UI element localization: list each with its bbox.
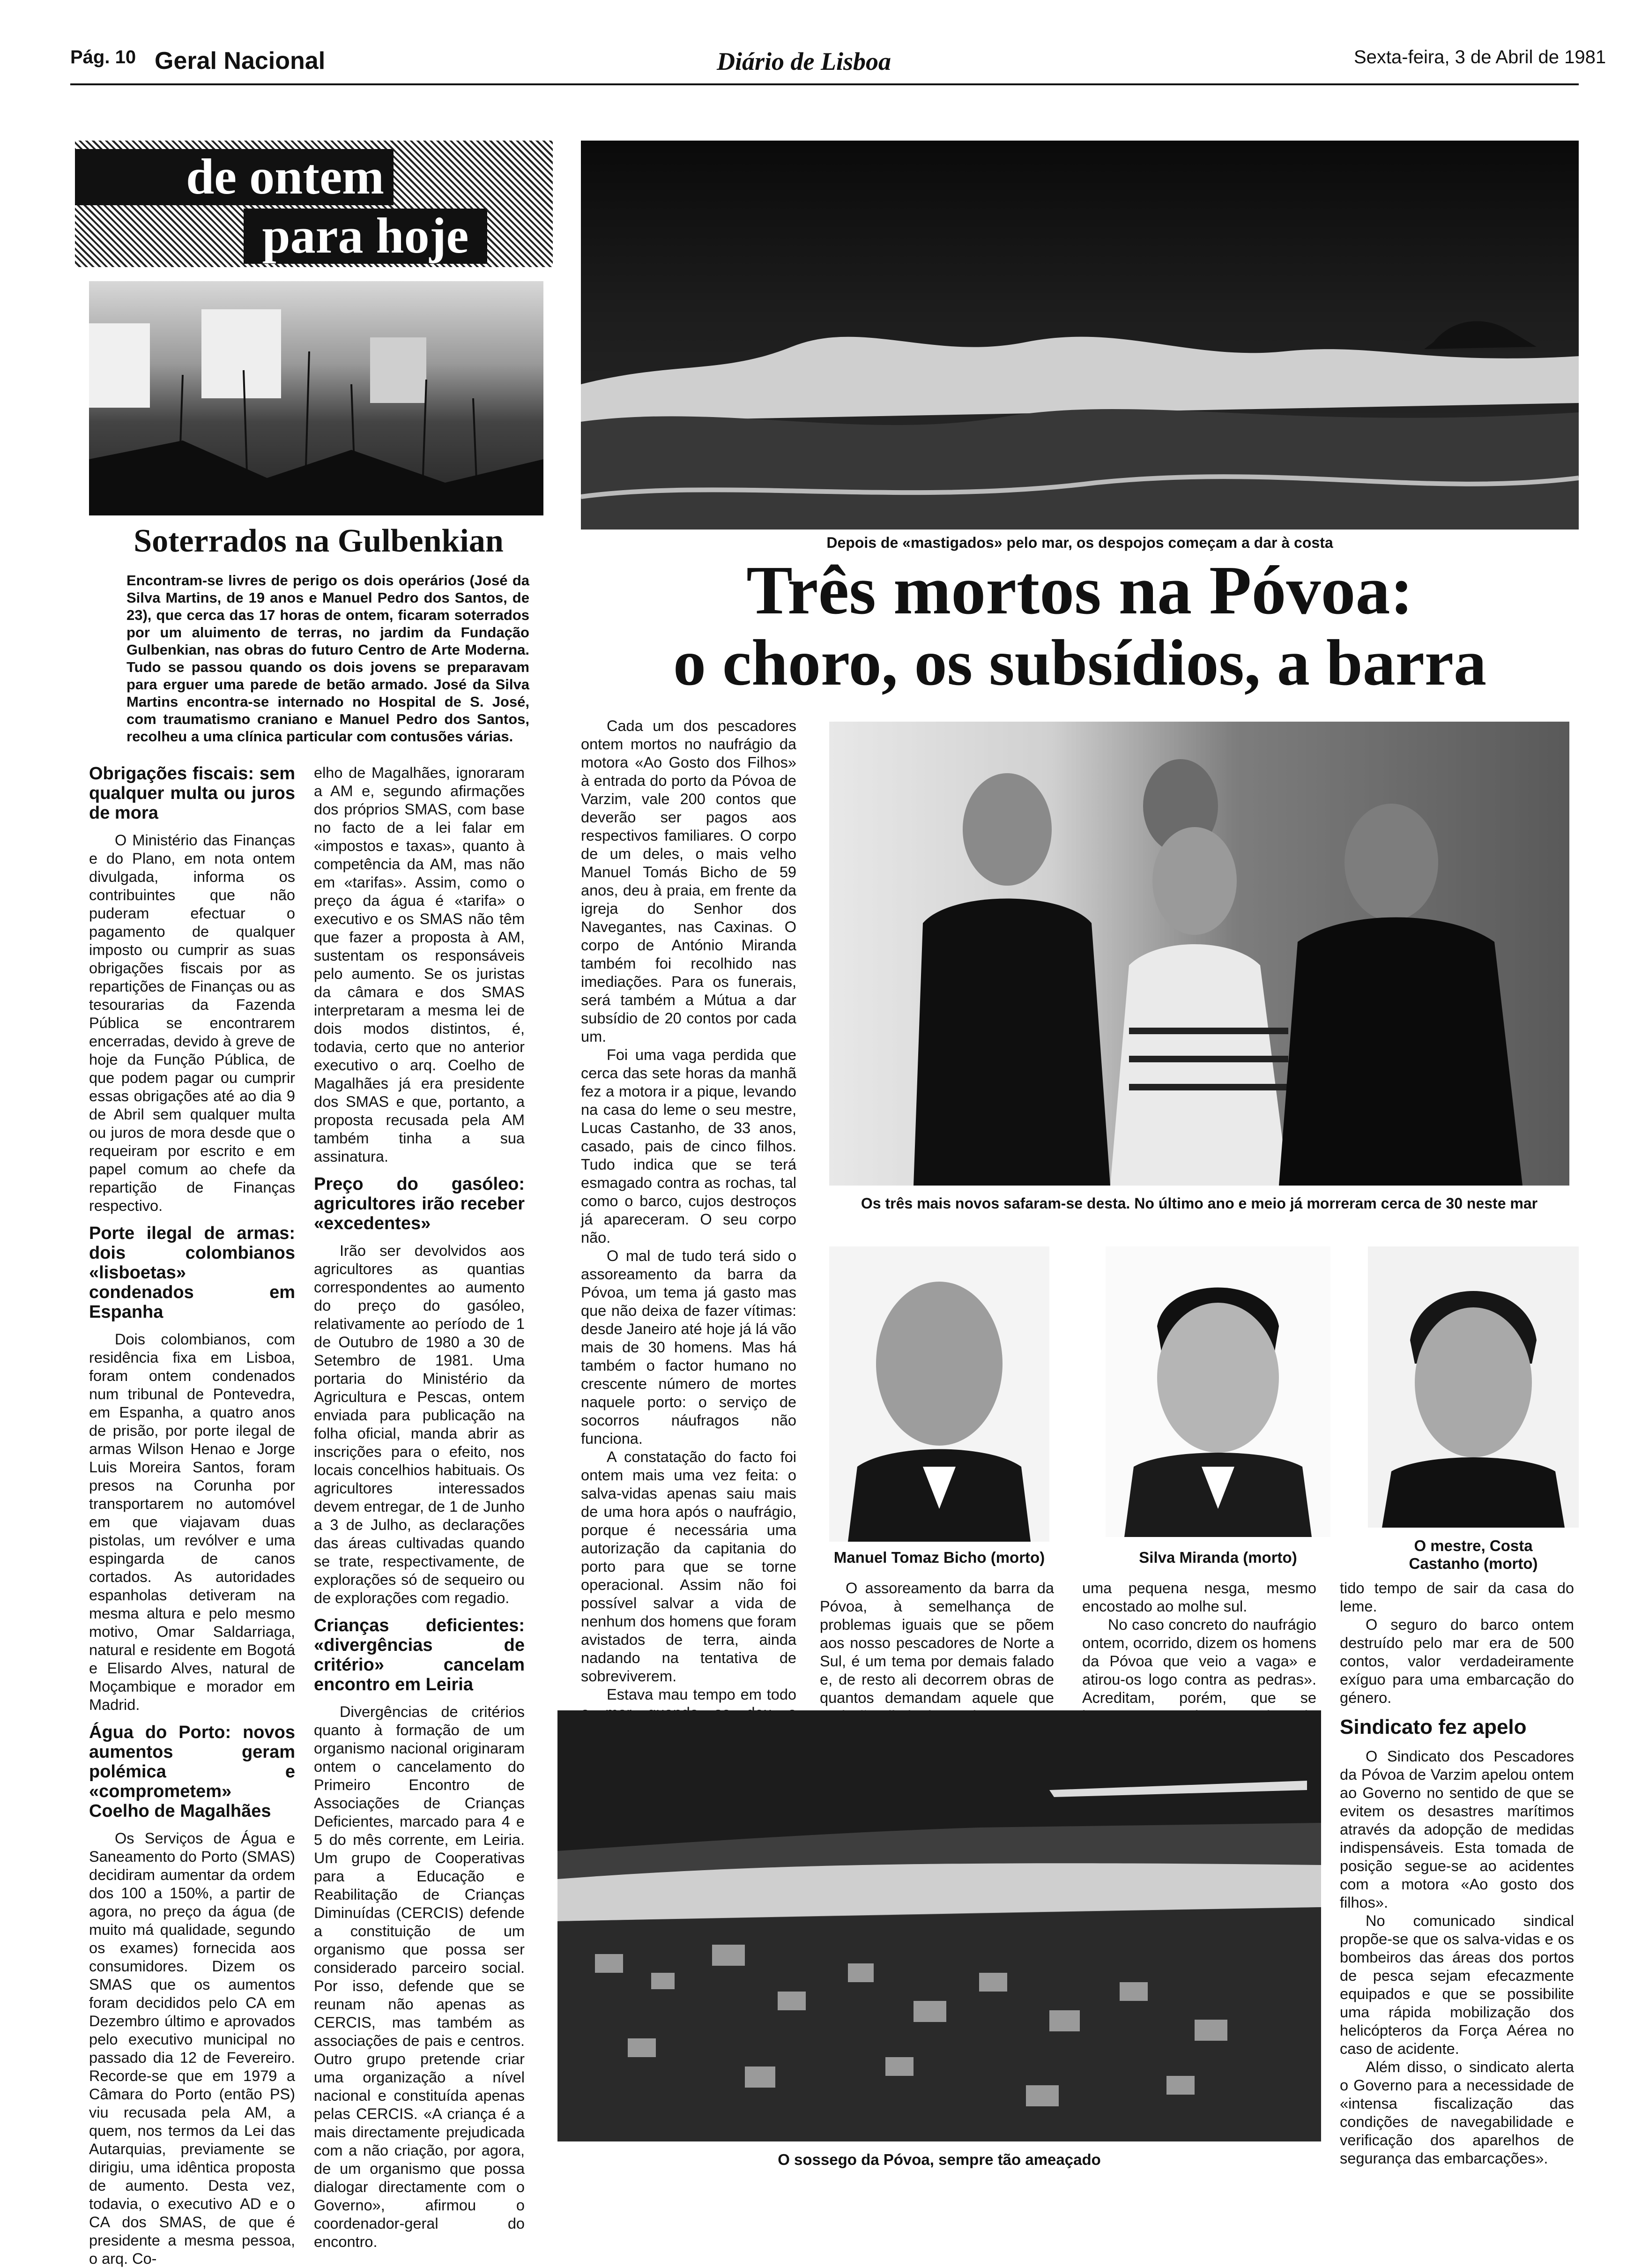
headline-line-1: Três mortos na Póvoa:	[746, 552, 1413, 629]
header-rule	[70, 83, 1579, 85]
portrait-bicho-image	[829, 1246, 1049, 1542]
article-para-10: O seguro do barco ontem destruído pelo mar era de 500 contos, valor verdadeiramente exíguo para uma embarcação do género.	[1340, 1616, 1574, 1706]
portrait-caption-bicho: Manuel Tomaz Bicho (morto)	[833, 1549, 1045, 1566]
headline-line-2: o choro, os subsídios, a barra	[673, 627, 1487, 699]
article-para-6: O assoreamento da barra da Póvoa, à semelhança de problemas iguais que se põem aos nosso pescadores de Norte a Sul, é um tema por demais falado e, de resto ali decorrem obras de quantos demandam aquele que	[820, 1580, 1054, 1706]
article-para-3: O mal de tudo terá sido o assoreamento da barra da Póvoa, um tema já gasto mas que não deixa de fazer vítimas: desde Janeiro até hoje já lá vão mais de 30 homens. Mas há também o factor humano no crescente número de mortes naquele porto: o serviço de socorros náufragos não funciona.	[581, 1247, 796, 1447]
children-subhead: Crianças deficientes: «divergências de critério» cancelam encontro em Leiria	[314, 1616, 525, 1694]
article-para-11: O Sindicato dos Pescadores da Póvoa de Varzim apelou ontem ao Governo no sentido de que se evitem os desastres marítimos através da adopção de medidas indispensáveis. Esta tomada de posição segue-se ao acidentes com a motora «Ao gosto dos filhos».	[1340, 1748, 1574, 1911]
children-text: Divergências de critérios quanto à formação de um organismo nacional originaram ontem o cancelamento do Primeiro Encontro de Associações de Crianças Deficientes, marcado para 4 e 5 do mês corrente, em Leiria. Um grupo de Cooperativas para a Educação e Reabilitação de Crianças Diminuídas (CERCIS) defende a constituição de um organismo que possa ser considerado parceiro social. Por isso, defende que se reunam não apenas as CERCIS, mas também as associações de pais e centros. Outro grupo pretende criar uma organização a nível nacional e constituída apenas pelas CERCIS. «A criança é a mais directamente prejudicada com a não criação, por agora, de um organismo que possa dialogar directamente com o Governo», afirmou o coordenador-geral do encontro.	[314, 1703, 525, 2250]
water-subhead: Água do Porto: novos aumentos geram polémica e «comprometem» Coelho de Magalhães	[89, 1723, 295, 1821]
page-number: Pág. 10	[70, 47, 136, 67]
aerial-povoa-photo	[557, 1710, 1321, 2141]
construction-site-image	[89, 281, 543, 515]
gulbenkian-headline: Soterrados na Gulbenkian	[134, 523, 504, 559]
banner-line-1: de ontem	[75, 149, 394, 205]
gulbenkian-lead: Encontram-se livres de perigo os dois operários (José da Silva Martins, de 19 anos e Manuel Pedro dos Santos, de 23), que cerca das 17 horas de ontem, ficaram soterrados por um aluimento de terras, no jardim da Fundação Gulbenkian, nas obras do futuro Centro de Arte Moderna. Tudo se passou quando os dois jovens se preparavam para erguer uma parede de betão armado. José da Silva Martins encontra-se internado no Hospital de S. José, com traumatismo craniano e Manuel Pedro dos Santos, recolheu a uma clínica particular com contusões várias.	[126, 572, 529, 745]
portrait-castanho	[1368, 1246, 1579, 1528]
fishermen-photo	[829, 722, 1569, 1186]
coastline-image	[557, 1710, 1321, 2141]
weapons-subhead: Porte ilegal de armas: dois colombianos «lisboetas» condenados em Espanha	[89, 1224, 295, 1322]
fiscal-text: O Ministério das Finanças e do Plano, em nota ontem divulgada, informa os contribuintes que não puderam efectuar o pagamento de qualquer imposto ou cumprir as suas obrigações fiscais por as repartições de Finanças ou as tesourarias da Fazenda Pública se encontrarem encerradas, devido à greve de hoje da Função Pública, de que podem pagar ou cumprir essas obrigações até ao dia 9 de Abril sem qualquer multa ou juros de mora desde que o requeiram por escrito e em papel comum ao chefe da repartição de Finanças respectivo.	[89, 832, 295, 1214]
water-text-cont: elho de Magalhães, ignoraram a AM e, segundo afirmações dos próprios SMAS, com base no facto de a lei falar em «impostos e taxas», quanto à competência da AM, mas não em «tarifas». Assim, como o preço da água é «tarifa» o executivo e os SMAS não têm que fazer a proposta à AM, sustentam os responsáveis pelo aumento. Se os juristas da câmara e dos SMAS interpretaram a mesma lei de dois modos distintos, é, todavia, certo que no anterior executivo o arq. Coelho de Magalhães já era presidente dos SMAS e que, portanto, a proposta recusada pela AM também tinha a sua assinatura.	[314, 764, 525, 1165]
sea-photo-caption: Depois de «mastigados» pelo mar, os despojos começam a dar à costa	[826, 534, 1333, 551]
lower-column-3	[1340, 1579, 1574, 2168]
newspaper-title: Diário de Lisboa	[717, 47, 891, 75]
article-para-5: Estava mau tempo em todo	[607, 1686, 796, 1703]
portrait-miranda	[1106, 1246, 1330, 1537]
article-para-8: No caso concreto do naufrágio ontem, ocorrido, dizem os homens da Póvoa que veio a vaga» e atirou-os logo contra as pedras». Acreditam, porém, que se	[1082, 1616, 1316, 1706]
stormy-sea-photo	[581, 141, 1579, 530]
diesel-text: Irão ser devolvidos aos agricultores as quantias correspondentes ao aumento do preço do gasóleo, relativamente ao período de 1 de Outubro de 1980 a 30 de Setembro de 1981. Uma portaria do Ministério da Agricultura e Pescas, ontem enviada para publicação na folha oficial, manda abrir as inscrições para o efeito, nos locais concelhios habituais. Os agricultores interessados devem entregar, de 1 de Junho a 3 de Julho, as declarações das áreas cultivadas quando se trate, respectivamente, de explorações só de sequeiro ou de explorações com regadio.	[314, 1242, 525, 1606]
portrait-caption-miranda: Silva Miranda (morto)	[1139, 1549, 1297, 1566]
fishermen-photo-caption: Os três mais novos safaram-se desta. No último ano e meio já morreram cerca de 30 neste mar	[861, 1195, 1538, 1212]
portrait-miranda-image	[1106, 1246, 1330, 1537]
weapons-text: Dois colombianos, com residência fixa em Lisboa, foram ontem condenados num tribunal de Pontevedra, em Espanha, a quatro anos de prisão, por porte ilegal de armas Wilson Henao e Jorge Luis Moreira Santos, foram presos na Corunha por transportarem no automóvel em que viajavam duas pistolas, um revólver e uma espingarda de canos cortados. As autoridades espanholas detiveram na mesma altura e pelo mesmo motivo, Omar Saldarriaga, natural e residente em Bogotá e Elisardo Alves, natural de Moçambique e morador em Madrid.	[89, 1331, 295, 1713]
brief-column-1	[89, 764, 295, 2268]
aerial-photo-caption: O sossego da Póvoa, sempre tão ameaçado	[778, 2151, 1101, 2168]
column-banner	[75, 141, 553, 267]
article-para-13: Além disso, o sindicato alerta o Governo para a necessidade de «intensa fiscalização das condições de navegabilidade e verificação dos aparelhos de segurança das embarcações».	[1340, 2059, 1574, 2167]
section-name: Geral Nacional	[155, 47, 326, 75]
union-subhead: Sindicato fez apelo	[1340, 1716, 1527, 1738]
article-para-2: Foi uma vaga perdida que cerca das sete horas da manhã fez a motora ir a pique, levando na casa do leme o seu mestre, Lucas Castanho, de 33 anos, casado, pais de cinco filhos. Tudo indica que se terá esmagado contra as rochas, tal como o barco, cujos destroços já apareceram. O seu corpo não.	[581, 1046, 796, 1246]
brief-column-2	[314, 764, 525, 2251]
fiscal-subhead: Obrigações fiscais: sem qualquer multa ou juros de mora	[89, 764, 295, 823]
three-young-fishermen-image	[829, 722, 1569, 1186]
waves-image	[581, 141, 1579, 530]
article-para-12: No comunicado sindical propõe-se que os salva-vidas e os bombeiros das áreas dos portos de pesca sejam efecazmente equipados e que se possibilite uma rápida mobilização dos helicópteros da Força Aérea no caso de acidente.	[1340, 1912, 1574, 2057]
portrait-bicho	[829, 1246, 1049, 1542]
water-text: Os Serviços de Água e Saneamento do Porto (SMAS) decidiram aumentar da ordem dos 100 a 150%, a partir de agora, no preço da água (de muito má qualidade, segundo os exames) fornecida aos consumidores. Dizem os SMAS que os aumentos foram decididos pelo CA em Dezembro último e aprovados pelo executivo municipal no passado dia 12 de Fevereiro. Recorde-se que em 1979 a Câmara do Porto (então PS) viu recusada pela AM, a quem, nos termos da Lei das Autarquias, previamente se dirigiu, uma idêntica proposta de aumento. Desta vez, todavia, o executivo AD e o CA dos SMAS, de que é presidente a mesma pessoa, o arq. Co-	[89, 1830, 295, 2267]
article-para-1: Cada um dos pescadores ontem mortos no naufrágio da motora «Ao Gosto dos Filhos» à entrada do porto da Póvoa de Varzim, vale 200 contos que deverão ser pagos aos respectivos familiares. O corpo de um deles, o mais velho Manuel Tomás Bicho de 59 anos, deu à praia, em frente da igreja do Senhor dos Navegantes, nas Caxinas. O corpo de António Miranda também foi recolhido nas imediações. Para os funerais, será também a Mútua a dar subsídio de 20 contos por cada um.	[581, 717, 796, 1045]
portrait-caption-castanho: O mestre, Costa Castanho (morto)	[1409, 1537, 1538, 1572]
diesel-subhead: Preço do gasóleo: agricultores irão receber «excedentes»	[314, 1174, 525, 1233]
issue-date: Sexta-feira, 3 de Abril de 1981	[1354, 47, 1606, 67]
article-para-7: uma pequena nesga, mesmo encostado ao molhe sul.	[1082, 1580, 1316, 1615]
banner-line-2: para hoje	[244, 209, 487, 264]
article-para-4: A constatação do facto foi ontem mais uma vez feita: o salva-vidas apenas saiu mais de uma hora após o naufrágio, porque é necessária uma autorização da capitania do porto para que se torne operacional. Assim não foi possível salvar a vida de nenhum dos homens que foram avistados de terra, ainda nadando na tentativa de sobreviverem.	[581, 1448, 796, 1685]
article-para-9: tido tempo de sair da casa do leme.	[1340, 1580, 1574, 1615]
main-headline	[581, 553, 1579, 698]
gulbenkian-photo	[89, 281, 543, 515]
portrait-castanho-image	[1368, 1246, 1579, 1528]
